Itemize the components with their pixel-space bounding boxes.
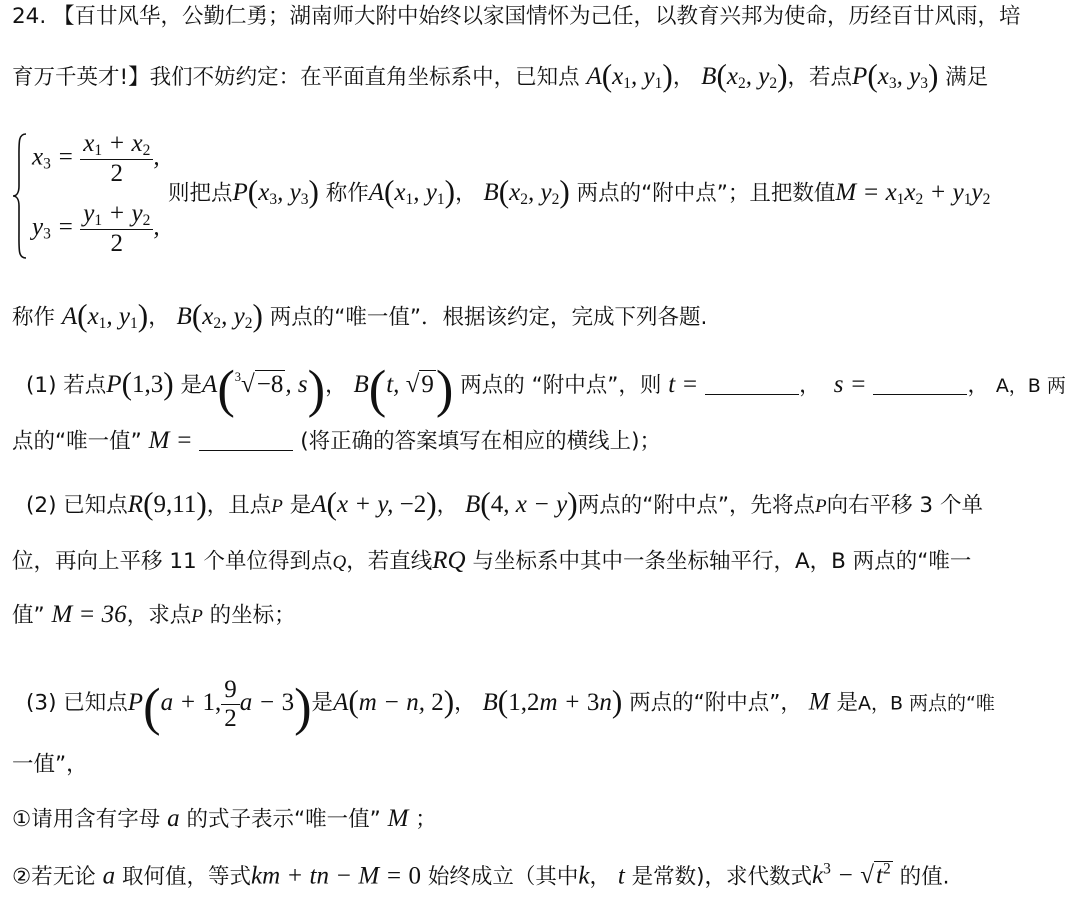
part1-fuzhong-text: 两点的 “附中点”，则	[460, 373, 662, 399]
part3-is: 是	[311, 690, 334, 716]
problem-line-2	[12, 60, 988, 92]
math-rq: RQ	[432, 547, 466, 574]
part3-q2-comma: ，	[589, 864, 612, 890]
call-as2-text: 称作	[12, 305, 56, 331]
answer-blank-m[interactable]	[199, 450, 293, 451]
part1-line-1	[26, 360, 1066, 419]
part1-comma: ，	[799, 373, 821, 399]
left-brace-icon	[12, 132, 28, 260]
problem-number: 24.	[12, 4, 47, 29]
math-point-a-def: $A(x_1$, $y_1$)	[368, 174, 456, 209]
part3-label: (3) 已知点	[26, 690, 128, 716]
math-m-eq-1: M =	[148, 427, 193, 454]
answer-blank-s[interactable]	[873, 394, 967, 395]
part2-p-letter-2: P	[814, 496, 827, 518]
part3-q1-end: ；	[415, 807, 437, 832]
math-point-b-weiyi: $B(x_2$, $y_2$)	[176, 298, 263, 333]
math-part3-b: B(1,2m + 3n)	[482, 683, 623, 719]
weiyi-def-text: 两点的“唯一值”．根据该约定，完成下列各题.	[269, 305, 708, 331]
part2-p-letter-3: P	[191, 606, 203, 627]
given-if: ，若点	[787, 65, 853, 91]
part3-q1-line	[12, 806, 437, 831]
part3-q1-mid: 的式子表示“唯一值”	[186, 807, 381, 832]
then-call-text: 则把点	[168, 181, 233, 207]
math-point-a-weiyi: $A(x_1$, $y_1$)	[61, 298, 149, 333]
part3-q2-start: ②若无论	[12, 864, 96, 890]
equation-x3: $x_3$ = $\frac{x_1 + x_2}{2}$ ,	[32, 130, 160, 187]
part2-coords: 的坐标；	[209, 603, 296, 628]
problem-intro: 【百廿风华，公勤仁勇；湖南师大附中始终以家国情怀为己任，以教育兴邦为使命，历经百廿风雨，培	[53, 4, 1021, 29]
part2-m-eq: M = 36	[51, 601, 127, 628]
part2-q-letter: Q	[332, 552, 347, 573]
part3-q2-end: 的值.	[899, 864, 950, 890]
part3-line-1	[26, 676, 995, 737]
part3-ab: A，B 两点的“唯	[857, 692, 995, 715]
math-point-p-def: $P(x_3$, $y_3$)	[232, 174, 319, 209]
part3-sep: ，	[454, 690, 476, 716]
part1-is: 是	[180, 373, 203, 399]
math-a-letter-2: a	[102, 862, 116, 890]
part2-line2: 位，再向上平移 11 个单位得到点	[12, 549, 333, 574]
part3-q1-start: ①请用含有字母	[12, 807, 161, 832]
part2-line-2	[12, 548, 971, 573]
part3-line2: 一值”，	[12, 752, 88, 777]
math-k-letter: k	[578, 862, 590, 890]
math-a-letter: a	[167, 805, 180, 832]
math-point-a: $A(x_1$, $y_1$)	[586, 58, 673, 93]
math-part3-a: A(m − n, 2)	[333, 683, 455, 719]
answer-blank-t[interactable]	[705, 394, 799, 395]
part3-q2-mid: 取何值，等式	[121, 864, 251, 890]
part1-ab-text: A，B 两	[995, 375, 1066, 398]
part2-ask: ，求点	[126, 603, 192, 628]
part2-and-point: ，且点	[206, 493, 272, 519]
part3-m-is: 是	[836, 690, 858, 716]
part2-shift-right: 向右平移 3 个单	[826, 493, 983, 519]
equation-system	[12, 128, 172, 263]
math-point-p: $P(x_3$, $y_3$)	[852, 58, 939, 93]
part2-label: (2) 已知点	[26, 493, 128, 519]
part1-line2-start: 点的“唯一值”	[12, 429, 142, 454]
part2-line3-start: 值”	[12, 603, 45, 628]
math-m-letter: M	[387, 805, 409, 832]
part2-sep: ，	[436, 493, 459, 519]
part1-label: (1) 若点	[26, 373, 107, 399]
fuzhong-def-text: 两点的“附中点”；且把数值	[576, 181, 836, 207]
definition-line: 则把点$P(x_3$, $y_3$) 称作$A(x_1$, $y_1$)， $B(x_2$, $y_2$) 两点的“附中点”；且把数值$M = x_1x_2 + y_1y_2$	[168, 174, 991, 209]
part1-sep: ，	[325, 373, 347, 399]
math-expression-k3: $k^3 - √t^2$	[812, 861, 891, 890]
math-t-letter: t	[617, 862, 625, 890]
equation-y3: $y_3$ = $\frac{y_1 + y_2}{2}$ ,	[32, 200, 160, 257]
math-part2-a: A(x + y, −2)	[311, 486, 437, 521]
part3-line-2	[12, 754, 88, 776]
part3-q2-line	[12, 862, 949, 888]
part1-line-2	[12, 428, 661, 453]
math-part2-b: B(4, x − y)	[465, 486, 578, 521]
part3-q2-const: 是常数)，求代数式	[631, 864, 813, 890]
part3-fuzhong: 两点的“附中点”，	[629, 690, 802, 716]
part1-comma-2: ，	[967, 373, 989, 399]
part3-q2-cond: 始终成立（其中	[427, 864, 579, 890]
math-t-eq: t =	[668, 371, 699, 399]
math-m-symbol-3: M	[808, 688, 830, 716]
part2-p-letter: P	[271, 496, 283, 518]
part2-line-1	[26, 488, 983, 519]
math-part1-b: B(t, √9)	[353, 360, 454, 419]
math-part1-p: P(1,3)	[106, 366, 174, 401]
math-m-formula: $M = x_1x_2 + y_1y_2$	[835, 179, 991, 208]
part2-is: 是	[289, 493, 312, 519]
part2-parallel: 与坐标系中其中一条坐标轴平行，A，B 两点的“唯一	[472, 549, 972, 574]
math-part1-a: A($^3$√−8, s)	[202, 360, 326, 419]
part2-fuzhong: 两点的“附中点”，先将点	[577, 493, 815, 519]
problem-intro-end: 育万千英才!】我们不妨约定：在平面直角坐标系中，已知点	[12, 65, 580, 91]
part1-instruction: (将正确的答案填写在相应的横线上)；	[300, 429, 662, 454]
math-s-eq: s =	[827, 371, 867, 399]
math-part3-p: P(a + 1, $\frac{9}{2}$ a − 3)	[127, 676, 312, 737]
math-point-b: $B(x_2$, $y_2$)	[701, 58, 788, 93]
math-equation-km: km + tn − M = 0	[250, 862, 422, 890]
part2-line-rq: ，若直线	[346, 549, 433, 574]
satisfy-text: 满足	[945, 65, 989, 91]
weiyi-definition-line: 称作 $A(x_1$, $y_1$)， $B(x_2$, $y_2$) 两点的“唯一值”．根据该约定，完成下列各题.	[12, 298, 708, 333]
call-as-text: 称作	[325, 181, 369, 207]
problem-line-1	[12, 6, 1021, 28]
math-point-b-def: $B(x_2$, $y_2$)	[483, 174, 570, 209]
part2-line-3	[12, 602, 296, 627]
given-sep: ，	[672, 65, 695, 91]
math-part2-r: R(9,11)	[127, 486, 207, 521]
